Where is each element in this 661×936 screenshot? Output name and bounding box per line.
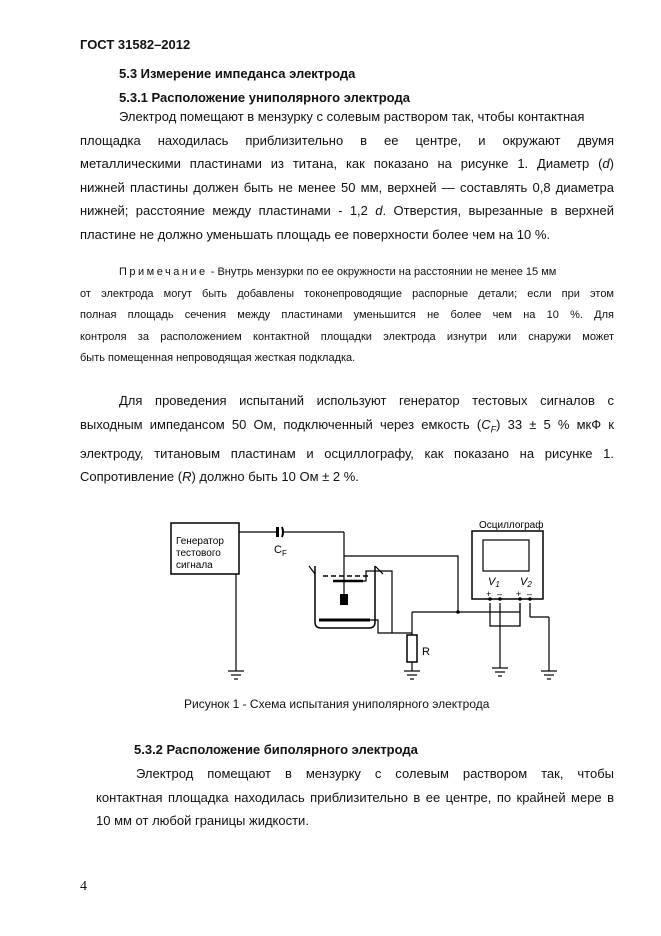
text-line: Примечание - Внутрь мензурки по ее окружности на расстоянии не менее 15 мм [119,266,557,278]
text-line: пластине не должно уменьшать площадь ее поверхности более чем на 10 %. [80,226,551,242]
v2-minus: – [527,589,533,599]
text-line: от электрода могут быть добавлены токонепроводящие распорные детали; если при этом [80,287,614,300]
note-label: Примечание [119,266,208,278]
v1-minus: – [497,589,503,599]
figure-caption: Рисунок 1 - Схема испытания униполярного электрода [184,697,490,711]
page-number: 4 [80,879,87,894]
section-5-3-title: 5.3 Измерение импеданса электрода [119,66,356,81]
text-line: полная площадь сечения между пластинами уменьшится не более чем на 10 %. Для [80,309,614,322]
text-line: 10 мм от любой границы жидкости. [96,813,309,829]
text-line: Электрод помещают в мензурку с солевым раствором так, чтобы [136,766,614,781]
resistor-label: R [422,646,430,658]
oscilloscope-screen [483,540,529,571]
document-header: ГОСТ 31582–2012 [80,37,191,52]
capacitor-label: $C_F$ [274,544,287,558]
section-5-3-1-title: 5.3.1 Расположение униполярного электрода [119,90,410,105]
text-line: контактная площадка находилась приблизительно в ее центре, по крайней мере в [96,789,614,805]
capacitor-plate-right [282,527,283,537]
electrode-pad [340,594,348,605]
capacitor-plate-left [276,527,279,537]
text-line: Для проведения испытаний используют генератор тестовых сигналов с [119,393,614,408]
text-line: площадка находилась приблизительно в ее центре, и окружают двумя [80,132,614,148]
v2-plus: + [516,589,522,599]
text-line: электроду, титановым пластинам и осциллографу, как показано на рисунке 1. [80,445,614,461]
upper-plate-wire [363,571,392,620]
v1-label: V1 [488,576,500,589]
text-line: металлическими пластинами из титана, как показано на рисунке 1. Диаметр (d) [80,156,614,172]
generator-label-line: Генератор [176,536,224,547]
section-5-3-2-title: 5.3.2 Расположение биполярного электрода [134,742,418,757]
v2-label: V2 [520,576,532,589]
text-line: быть помещенная непроводящая жесткая подкладка. [80,352,356,365]
text-line: Электрод помещают в мензурку с солевым раствором так, чтобы контактная [119,109,585,124]
text-line: выходным импедансом 50 Ом, подключенный через емкость $(C_F) 33 \pm 5$ % мкФ к [80,416,614,435]
generator-label-line: тестового [176,548,221,559]
generator-label-line: сигнала [176,560,213,571]
text-line: нижней; расстояние между пластинами - 1,2 d. Отверстия, вырезанные в верхней [80,203,614,219]
text-line: Сопротивление (R) должно быть 10 Ом ± 2 %. [80,469,359,485]
text-line: нижней пластины должен быть не менее 50 мм, верхней — составлять 0,8 диаметра [80,179,614,195]
resistor [407,635,417,662]
v1-plus: + [486,589,492,599]
paragraph-bipolar-electrode [96,762,614,833]
v1-wires [490,603,520,626]
text-line: контроля за расположением контактной площадки электрода изнутри или снаружи может [80,330,614,343]
lower-plate-wire [370,620,412,633]
oscilloscope-label: Осциллограф [479,520,544,531]
